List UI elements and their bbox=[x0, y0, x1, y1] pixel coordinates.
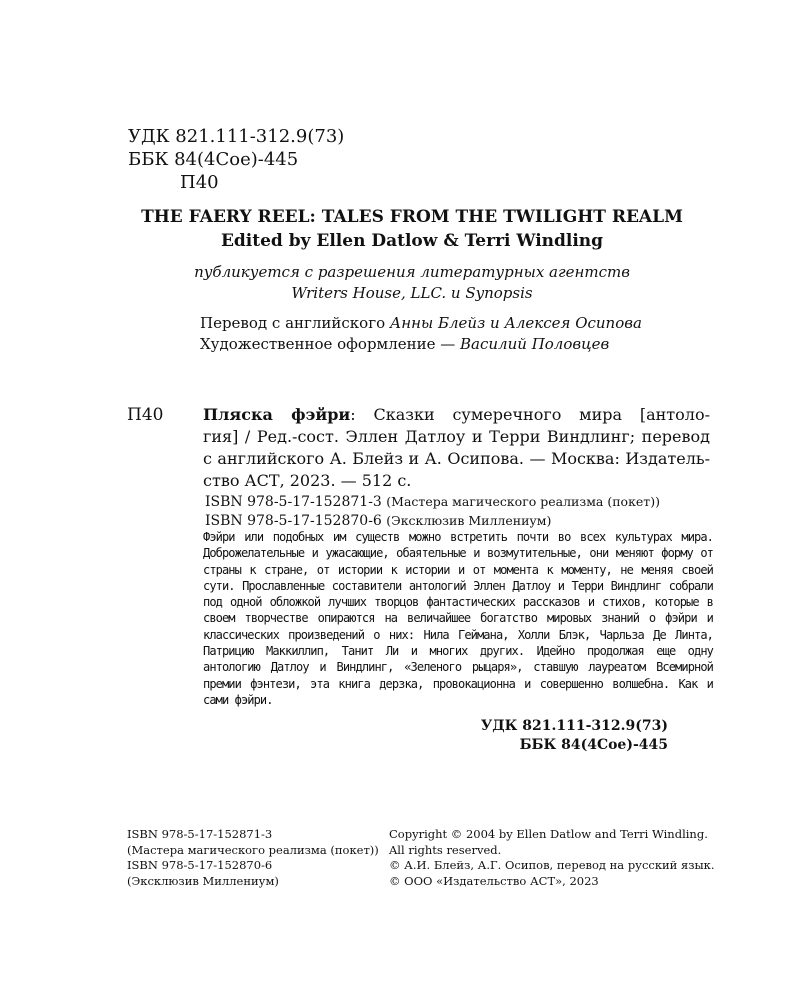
translators: Анны Блейз и Алексея Осипова bbox=[389, 314, 642, 332]
original-title: THE FAERY REEL: TALES FROM THE TWILIGHT REALM bbox=[141, 207, 683, 227]
bib-line-1: Пляска фэйри: Сказки сумеречного мира [антоло- bbox=[203, 405, 710, 424]
permission-line-2: Writers House, LLC. и Synopsis bbox=[291, 284, 533, 302]
catalog-udk: УДК 821.111-312.9(73) bbox=[480, 718, 668, 734]
original-editors: Edited by Ellen Datlow & Terri Windling bbox=[220, 231, 604, 251]
author-mark: П40 bbox=[180, 172, 219, 193]
bibliographic-entry bbox=[203, 404, 710, 492]
translation-credit bbox=[200, 313, 642, 334]
isbn-line-1: ISBN 978-5-17-152871-3 (Мастера магического реализма (покет)) bbox=[205, 494, 660, 510]
udk-code: УДК 821.111-312.9(73) bbox=[128, 126, 345, 147]
translation-prefix: Перевод с английского bbox=[200, 314, 390, 332]
catalog-code: П40 bbox=[127, 405, 164, 425]
annotation-text: Фэйри или подобных им существ можно встретить почти во всех культурах мира. Доброжелательные и ужасающие, обаятельные и возмутительные, они меняют форму от страны к стране, от истории к истории и от момента к моменту, не меняя своей сути. Прославленные составители антологий Эллен Датлоу и Терри Виндлинг собрали под одной обложкой лучших творцов фантастических рассказов и стихов, которые в своем творчестве опираются на величайшее богатство мировых знаний о фэйри и классических произведений о них: Нила Геймана, Холли Блэк, Чарльза Де Линта, Патрицию Маккиллип, Танит Ли и многих других. Идейно продолжая еще одну антологию Датлоу и Виндлинг, «Зеленого рыцаря», ставшую лауреатом Всемирной премии фэнтези, эта книга дерзка, провокационна и совершенно волшебна. Как и сами фэйри. bbox=[203, 530, 713, 707]
bib-line-3: с английского А. Блейз и А. Осипова. — Москва: Издатель- bbox=[203, 449, 710, 468]
art-prefix: Художественное оформление — bbox=[200, 335, 461, 353]
footer-isbn: ISBN 978-5-17-152871-3 (Мастера магического реализма (покет)) ISBN 978-5-17-152870-6 (Эксклюзив Миллениум) bbox=[127, 827, 379, 888]
artist: Василий Половцев bbox=[460, 335, 610, 353]
footer-copyright: Copyright © 2004 by Ellen Datlow and Terri Windling. All rights reserved. © А.И. Блейз, А.Г. Осипов, перевод на русский язык. © ООО «Издательство АСТ», 2023 bbox=[389, 827, 715, 888]
bib-line-4: ство АСТ, 2023. — 512 с. bbox=[203, 471, 412, 490]
bib-line-2: гия] / Ред.-сост. Эллен Датлоу и Терри Виндлинг; перевод bbox=[203, 427, 710, 446]
book-title: Пляска фэйри bbox=[203, 405, 351, 424]
catalog-bbk: ББК 84(4Сое)-445 bbox=[519, 737, 668, 753]
annotation bbox=[203, 529, 713, 708]
permission-line-1: публикуется с разрешения литературных агентств bbox=[194, 263, 630, 281]
art-credit bbox=[200, 334, 609, 355]
bbk-code: ББК 84(4Сое)-445 bbox=[128, 149, 299, 170]
isbn-line-2: ISBN 978-5-17-152870-6 (Эксклюзив Миллениум) bbox=[205, 513, 552, 529]
